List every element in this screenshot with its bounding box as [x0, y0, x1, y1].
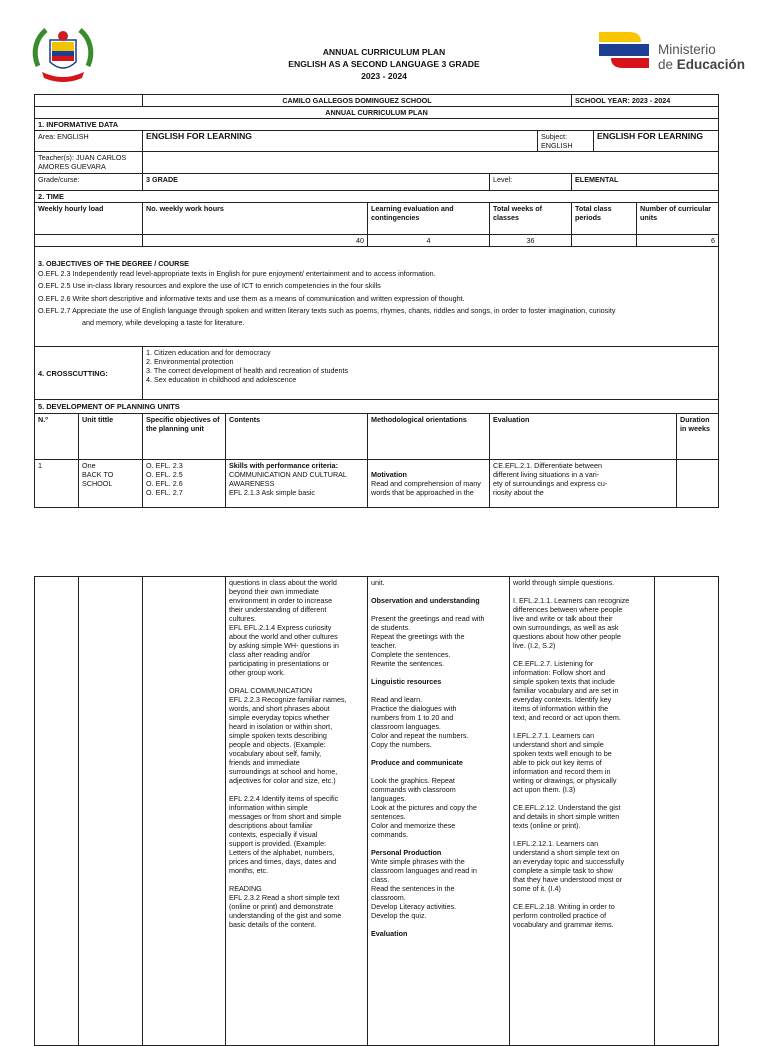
grade-label: Grade/curse: — [35, 174, 143, 191]
time-header: Weekly hourly load — [35, 203, 143, 235]
school-name: CAMILO GALLEGOS DOMINGUEZ SCHOOL — [143, 95, 572, 107]
subject-label: Subject: ENGLISH — [538, 131, 594, 152]
text-line: able to pick out key items of — [513, 758, 602, 767]
objective-item: and memory, while developing a taste for literature. — [82, 318, 245, 328]
text-line: Look at the pictures and copy the — [371, 803, 477, 812]
contents-continued — [226, 577, 368, 1046]
time-value: 36 — [490, 235, 572, 247]
time-value: 4 — [368, 235, 490, 247]
text-line: CE.EFL.2.12. Understand the gist — [513, 803, 621, 812]
text-line: simple spoken texts that include — [513, 677, 615, 686]
text-line: Develop Literacy activities. — [371, 902, 457, 911]
text-line: class after reading and/or — [229, 650, 311, 659]
text-line: Rewrite the sentences. — [371, 659, 445, 668]
time-header: Total weeks of classes — [490, 203, 572, 235]
text-line: EFL 2.2.4 Identify items of specific — [229, 794, 339, 803]
text-line: EFL EFL.2.1.4 Express curiosity — [229, 623, 332, 632]
text-line: everyday contexts. Identify key — [513, 695, 612, 704]
subject-value: ENGLISH FOR LEARNING — [594, 131, 719, 152]
text-line: simple everyday topics whether — [229, 713, 330, 722]
text-line: words, and short phrases about — [229, 704, 330, 713]
objectives-block — [35, 247, 719, 347]
unit-duration — [677, 460, 719, 508]
ministry-name: Ministerio de Educación — [658, 42, 746, 72]
text-line: Color and repeat the numbers. — [371, 731, 469, 740]
crosscutting-item: 3. The correct development of health and recreation of students — [146, 366, 349, 375]
method-heading: Linguistic resources — [371, 677, 442, 686]
spacer — [513, 794, 651, 803]
text-line: and details in short simple written — [513, 812, 620, 821]
time-value: 6 — [637, 235, 719, 247]
section-time: 2. TIME — [35, 191, 719, 203]
text-line: READING — [229, 884, 262, 893]
text-line: I.EFL.2.12.1. Learners can — [513, 839, 599, 848]
method-heading: Observation and understanding — [371, 596, 480, 605]
text-line: class. — [371, 875, 390, 884]
time-value — [572, 235, 637, 247]
method-continued — [368, 577, 510, 1046]
text-line: understanding of the gist and some — [229, 911, 342, 920]
text-line: own surroundings, as well as ask — [513, 623, 619, 632]
spacer — [371, 587, 506, 596]
time-value: 40 — [143, 235, 368, 247]
text-line: Practice the dialogues with — [371, 704, 457, 713]
text-line: basic details of the content. — [229, 920, 317, 929]
spacer — [513, 830, 651, 839]
curriculum-table-page1 — [34, 94, 719, 508]
crosscutting-item: 4. Sex education in childhood and adolescence — [146, 375, 297, 384]
unit-objectives: O. EFL. 2.3 O. EFL. 2.5 O. EFL. 2.6 O. EFL. 2.7 — [143, 460, 226, 508]
doc-subtitle: ENGLISH AS A SECOND LANGUAGE 3 GRADE — [288, 59, 480, 69]
objective-item: O.EFL 2.6 Write short descriptive and informative texts and use them as a means of communication and written expression of thought. — [38, 293, 465, 303]
spacer — [371, 767, 506, 776]
spacer — [371, 839, 506, 848]
text-line: environment in order to increase — [229, 596, 333, 605]
text-line: numbers from 1 to 20 and — [371, 713, 454, 722]
plan-label: ANNUAL CURRICULUM PLAN — [35, 107, 719, 119]
section-units: 5. DEVELOPMENT OF PLANNING UNITS — [35, 400, 719, 414]
text-line: their understanding of different — [229, 605, 327, 614]
text-line: complete a simple task to show — [513, 866, 613, 875]
text-line: teacher. — [371, 641, 397, 650]
level-label: Level: — [490, 174, 572, 191]
text-line: live. (I.2, S.2) — [513, 641, 556, 650]
text-line: descriptions about familiar — [229, 821, 313, 830]
text-line: Develop the quiz. — [371, 911, 427, 920]
text-line: live and write or talk about their — [513, 614, 613, 623]
text-line: Look the graphics. Repeat — [371, 776, 455, 785]
text-line: commands with classroom — [371, 785, 456, 794]
area-value: ENGLISH FOR LEARNING — [143, 131, 538, 152]
text-line: Read and learn. — [371, 695, 423, 704]
ministry-flag-icon — [597, 28, 653, 77]
text-line: beyond their own immediate — [229, 587, 319, 596]
text-line: ORAL COMMUNICATION — [229, 686, 313, 695]
unit-method: Motivation Read and comprehension of many words that be approached in the — [368, 460, 490, 508]
section-objectives: 3. OBJECTIVES OF THE DEGREE / COURSE — [38, 259, 189, 268]
text-line: Letters of the alphabet, numbers, — [229, 848, 335, 857]
units-header: Methodological orientations — [368, 414, 490, 460]
area-label: Area: ENGLISH — [35, 131, 143, 152]
unit-number: 1 — [35, 460, 79, 508]
text-line: an everyday topic and successfully — [513, 857, 625, 866]
text-line: Color and memorize these — [371, 821, 456, 830]
unit-evaluation: CE.EFL.2.1. Differentiate between different living situations in a vari- ety of surroundings and express cu- riosity about the — [490, 460, 677, 508]
crosscutting-item: 2. Environmental protection — [146, 357, 234, 366]
text-line: I. EFL.2.1.1. Learners can recognize — [513, 596, 630, 605]
spacer — [229, 875, 364, 884]
objective-item: O.EFL 2.3 Independently read level-appropriate texts in English for pure enjoyment/ entertainment and to access information. — [38, 269, 436, 278]
crosscutting-list — [143, 347, 719, 400]
text-line: CE.EFL.2.7. Listening for — [513, 659, 594, 668]
spacer — [371, 605, 506, 614]
text-line: text, and record or act upon them. — [513, 713, 621, 722]
objective-item: O.EFL 2.5 Use in-class library resources and explore the use of ICT to enrich competencies in the four skills — [38, 281, 381, 291]
grade-value: 3 GRADE — [143, 174, 490, 191]
text-line: simple spoken texts describing — [229, 731, 327, 740]
text-line: adjectives for color and size, etc.) — [229, 776, 336, 785]
time-header: Number of curricular units — [637, 203, 719, 235]
spacer — [513, 893, 651, 902]
text-line: act upon them. (I.3) — [513, 785, 576, 794]
text-line: (online or print) and demonstrate — [229, 902, 334, 911]
text-line: Copy the numbers. — [371, 740, 432, 749]
spacer — [371, 749, 506, 758]
text-line: spoken texts well enough to be — [513, 749, 612, 758]
text-line: items of information within the — [513, 704, 609, 713]
level-value: ELEMENTAL — [572, 174, 719, 191]
text-line: contexts, especially if visual — [229, 830, 318, 839]
text-line: information within simple — [229, 803, 308, 812]
units-header: Unit tittle — [79, 414, 143, 460]
school-year: SCHOOL YEAR: 2023 - 2024 — [572, 95, 719, 107]
text-line: familiar vocabulary and are set in — [513, 686, 619, 695]
units-header: Evaluation — [490, 414, 677, 460]
spacer — [371, 686, 506, 695]
unit-title: One BACK TO SCHOOL — [79, 460, 143, 508]
text-line: EFL 2.3.2 Read a short simple text — [229, 893, 340, 902]
text-line: CE.EFL.2.18. Writing in order to — [513, 902, 615, 911]
text-line: Present the greetings and read with — [371, 614, 485, 623]
text-line: de students. — [371, 623, 411, 632]
text-line: other group work. — [229, 668, 285, 677]
text-line: participating in presentations or — [229, 659, 329, 668]
text-line: heard in isolation or within short, — [229, 722, 333, 731]
text-line: Read the sentences in the — [371, 884, 455, 893]
text-line: Complete the sentences. — [371, 650, 451, 659]
text-line: understand short and simple — [513, 740, 604, 749]
unit-contents: Skills with performance criteria: COMMUNICATION AND CULTURAL AWARENESS EFL 2.1.3 Ask simple basic — [226, 460, 368, 508]
time-header: No. weekly work hours — [143, 203, 368, 235]
text-line: cultures. — [229, 614, 257, 623]
text-line: commands. — [371, 830, 409, 839]
text-line: perform controlled practice of — [513, 911, 607, 920]
teacher-label: Teacher(s): JUAN CARLOS AMORES GUEVARA — [35, 152, 143, 174]
text-line: vocabulary about self, family, — [229, 749, 322, 758]
text-line: languages. — [371, 794, 407, 803]
section-crosscutting: 4. CROSSCUTTING: — [35, 347, 143, 400]
text-line: texts (online or print). — [513, 821, 581, 830]
spacer — [371, 668, 506, 677]
text-line: questions in class about the world — [229, 578, 337, 587]
spacer — [513, 722, 651, 731]
method-heading: Evaluation — [371, 929, 408, 938]
text-line: information: Follow short and — [513, 668, 606, 677]
evaluation-continued — [510, 577, 655, 1046]
text-line: differences between where people — [513, 605, 623, 614]
text-line: EFL 2.2.3 Recognize familiar names, — [229, 695, 347, 704]
text-line: questions about how other people — [513, 632, 621, 641]
text-line: writing or drawings, or physically — [513, 776, 617, 785]
method-heading: Personal Production — [371, 848, 442, 857]
text-line: classroom. — [371, 893, 406, 902]
units-header: Duration in weeks — [677, 414, 719, 460]
text-line: friends and immediate — [229, 758, 300, 767]
section-informative: 1. INFORMATIVE DATA — [35, 119, 719, 131]
text-line: months, etc. — [229, 866, 269, 875]
method-heading: Produce and communicate — [371, 758, 463, 767]
text-line: unit. — [371, 578, 385, 587]
time-header: Learning evaluation and contingencies — [368, 203, 490, 235]
time-value — [35, 235, 143, 247]
text-line: prices and times, days, dates and — [229, 857, 337, 866]
text-line: understand a short simple text on — [513, 848, 620, 857]
text-line: Write simple phrases with the — [371, 857, 465, 866]
curriculum-table-page2 — [34, 576, 719, 1046]
crosscutting-item: 1. Citizen education and for democracy — [146, 348, 271, 357]
spacer — [229, 677, 364, 686]
text-line: Repeat the greetings with the — [371, 632, 465, 641]
units-header: N.º — [35, 414, 79, 460]
time-header: Total class periods — [572, 203, 637, 235]
text-line: world through simple questions. — [513, 578, 615, 587]
doc-title: ANNUAL CURRICULUM PLAN — [322, 47, 446, 57]
text-line: support is provided. (Example: — [229, 839, 327, 848]
spacer — [229, 785, 364, 794]
objective-item: O.EFL 2.7 Appreciate the use of English language through spoken and written literary texts such as poems, rhymes, chants, riddles and songs, in order to foster imagination, curiosity — [38, 305, 616, 315]
text-line: that they have understood most or — [513, 875, 623, 884]
text-line: vocabulary and grammar items. — [513, 920, 614, 929]
spacer — [513, 650, 651, 659]
units-header: Contents — [226, 414, 368, 460]
text-line: by asking simple WH- questions in — [229, 641, 339, 650]
spacer — [371, 920, 506, 929]
text-line: classroom languages and read in — [371, 866, 477, 875]
text-line: some of it. (I.4) — [513, 884, 561, 893]
text-line: information and record them in — [513, 767, 611, 776]
spacer — [513, 587, 651, 596]
text-line: people and objects. (Example: — [229, 740, 326, 749]
text-line: sentences. — [371, 812, 406, 821]
doc-years: 2023 - 2024 — [361, 71, 407, 81]
text-line: messages or from short and simple — [229, 812, 342, 821]
text-line: surroundings at school and home, — [229, 767, 338, 776]
units-header: Specific objectives of the planning unit — [143, 414, 226, 460]
text-line: about the world and other cultures — [229, 632, 338, 641]
text-line: I.EFL.2.7.1. Learners can — [513, 731, 595, 740]
text-line: classroom languages. — [371, 722, 441, 731]
